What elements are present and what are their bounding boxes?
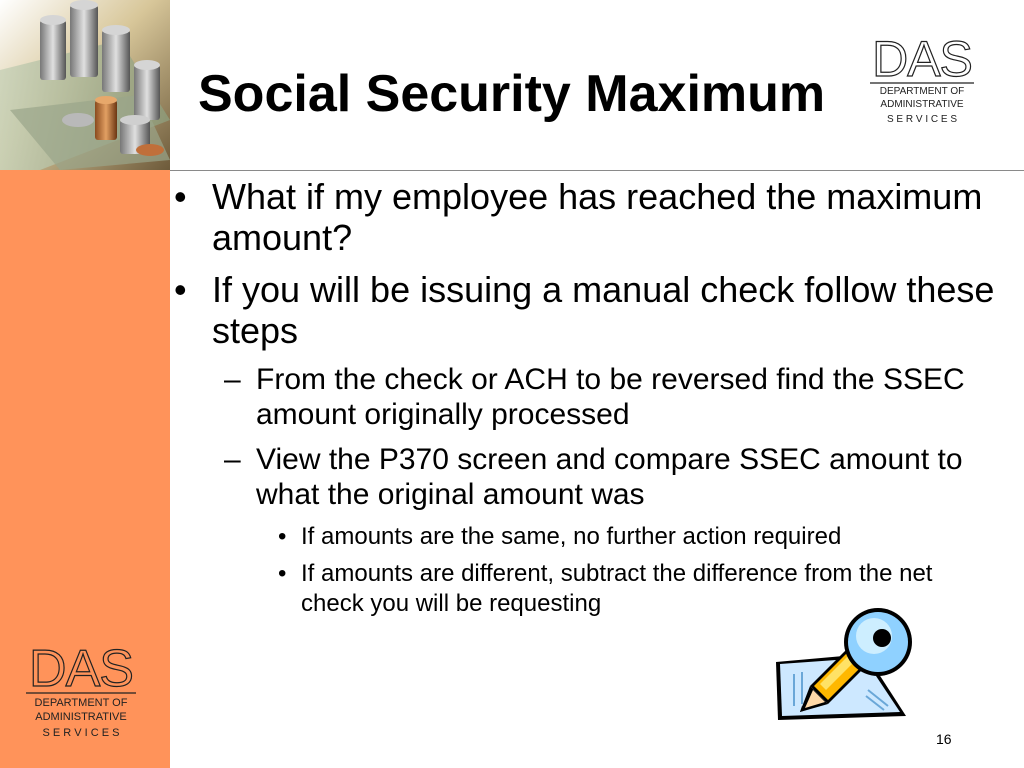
das-logo-name: DAS [872,32,972,87]
das-logo-line2: ADMINISTRATIVE [880,99,964,110]
sub-sub-bullet-text: If amounts are the same, no further action required [301,523,842,550]
das-logo-line3: S E R V I C E S [42,727,120,739]
das-logo-line1: DEPARTMENT OF [879,86,965,97]
header-divider [170,170,1024,171]
money-coins-photo [0,0,170,170]
slide-title: Social Security Maximum [198,65,826,123]
bullet-text: If you will be issuing a manual check follow these steps [212,269,995,351]
sub-bullet-item: – From the check or ACH to be reversed find the SSEC amount originally processed [224,363,965,431]
das-logo-header [866,32,978,130]
sub-sub-bullet-item: • If amounts are the same, no further action required [278,523,842,550]
bullet-item: • What if my employee has reached the maximum amount? [174,176,983,258]
sub-bullet-item: – View the P370 screen and compare SSEC amount to what the original amount was [224,443,963,511]
slide-content [170,176,1000,626]
das-logo-name: DAS [29,640,133,698]
das-logo-line1: DEPARTMENT OF [34,697,128,709]
bullet-text: What if my employee has reached the maximum amount? [212,176,983,258]
das-logo-sidebar [22,640,140,744]
sub-sub-bullet-text: If amounts are different, subtract the difference from the net check you will be requesting [301,560,933,617]
sub-bullet-text: View the P370 screen and compare SSEC amount to what the original amount was [256,443,963,511]
pencil-paper-icon [770,606,916,722]
sub-bullet-text: From the check or ACH to be reversed find the SSEC amount originally processed [256,363,965,431]
das-logo-line2: ADMINISTRATIVE [35,711,127,723]
das-logo-line3: S E R V I C E S [886,114,958,125]
bullet-item: • If you will be issuing a manual check follow these steps [174,269,995,351]
sub-sub-bullet-item: • If amounts are different, subtract the difference from the net check you will be requesting [278,560,933,617]
page-number: 16 [936,731,952,747]
